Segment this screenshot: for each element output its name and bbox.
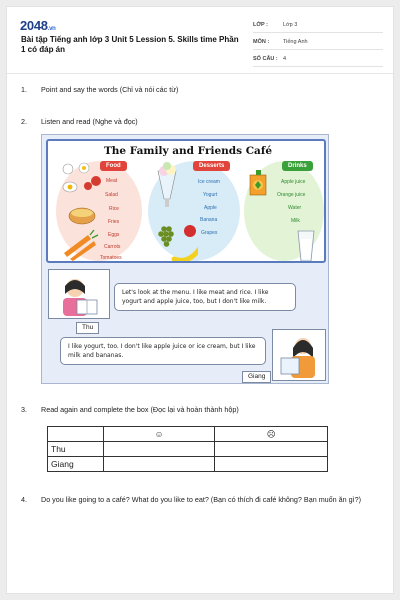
- question-3: 3. Read again and complete the box (Đọc lại và hoàn thành hộp): [21, 405, 239, 414]
- cafe-title: The Family and Friends Café: [103, 145, 273, 157]
- food-item: Tomatoes: [100, 255, 122, 261]
- food-item: Eggs: [108, 232, 120, 238]
- header-divider: [7, 73, 395, 74]
- drink-item: Apple juice: [281, 179, 306, 185]
- plate-icon: [63, 164, 73, 174]
- table-row: [48, 457, 328, 472]
- question-2: 2. Listen and read (Nghe và đọc): [21, 117, 138, 126]
- dislikes-answer-cell[interactable]: [215, 442, 328, 457]
- drink-item: Water: [288, 205, 302, 211]
- likes-answer-cell[interactable]: [103, 457, 215, 472]
- dessert-pictures: [150, 161, 198, 261]
- dessert-item: Grapes: [201, 230, 218, 236]
- food-item: Fries: [108, 219, 120, 225]
- dislikes-header-icon: ☹: [215, 427, 328, 442]
- table-row: [48, 442, 328, 457]
- meta-question-count: SỐ CÂU : 4: [253, 52, 383, 67]
- dessert-item: Ice cream: [198, 179, 220, 185]
- thu-name-tag: Thu: [76, 322, 99, 334]
- table-header-cell: [48, 427, 104, 442]
- girl-with-menu-icon: [273, 330, 327, 382]
- cafe-illustration: [41, 134, 329, 384]
- dessert-item: Yogurt: [203, 192, 218, 198]
- ice-cream-cup-icon: [158, 171, 176, 199]
- tomato-icon: [91, 176, 101, 186]
- question-1: 1. Point and say the words (Chỉ và nói các từ): [21, 85, 179, 94]
- document-page: [6, 6, 394, 594]
- food-item: Salad: [105, 192, 118, 198]
- row-name-cell: Giang: [48, 457, 104, 472]
- document-meta: [253, 18, 383, 69]
- thu-speech-bubble: Let's look at the menu. I like meat and rice. I like yogurt and apple juice, too, but I don't like milk.: [114, 283, 296, 311]
- drink-pictures: [246, 161, 322, 261]
- thu-picture-panel: [48, 269, 110, 319]
- drinks-category-tag: Drinks: [282, 161, 313, 171]
- meta-grade: LỚP : Lớp 3: [253, 18, 383, 33]
- drink-item: Milk: [291, 218, 300, 224]
- document-header: [7, 7, 395, 69]
- row-name-cell: Thu: [48, 442, 104, 457]
- food-category-tag: Food: [100, 161, 127, 171]
- drink-item: Orange juice: [277, 192, 306, 198]
- giang-speech-bubble: I like yogurt, too. I don't like apple juice or ice cream, but I like milk and bananas.: [60, 337, 266, 365]
- dessert-item: Banana: [200, 217, 218, 223]
- giang-picture-panel: [272, 329, 326, 381]
- apple-icon: [184, 225, 196, 237]
- food-item: Carrots: [104, 244, 121, 250]
- cafe-menu-board: [46, 139, 326, 263]
- likes-answer-cell[interactable]: [103, 442, 215, 457]
- banana-icon: [174, 245, 198, 260]
- site-logo[interactable]: 2048.vn: [20, 18, 56, 33]
- question-4: 4. Do you like going to a café? What do you like to eat? (Bạn có thích đi café không? Bạn muốn ăn gì?): [21, 495, 362, 504]
- food-item: Rice: [109, 206, 120, 212]
- desserts-category-tag: Desserts: [193, 161, 230, 171]
- giang-name-tag: Giang: [242, 371, 271, 383]
- girl-reading-icon: [49, 270, 111, 320]
- likes-header-icon: ☺: [103, 427, 215, 442]
- dessert-item: Apple: [204, 205, 217, 211]
- table-header-row: [48, 427, 328, 442]
- document-title: Bài tập Tiếng anh lớp 3 Unit 5 Lession 5. Skills time Phần 1 có đáp án: [21, 35, 239, 54]
- meta-subject: MÔN : Tiếng Anh: [253, 35, 383, 50]
- dislikes-answer-cell[interactable]: [215, 457, 328, 472]
- food-item: Meat: [106, 178, 118, 184]
- grapes-icon: [161, 226, 167, 232]
- answer-table: [47, 426, 328, 472]
- food-pictures: [58, 161, 104, 261]
